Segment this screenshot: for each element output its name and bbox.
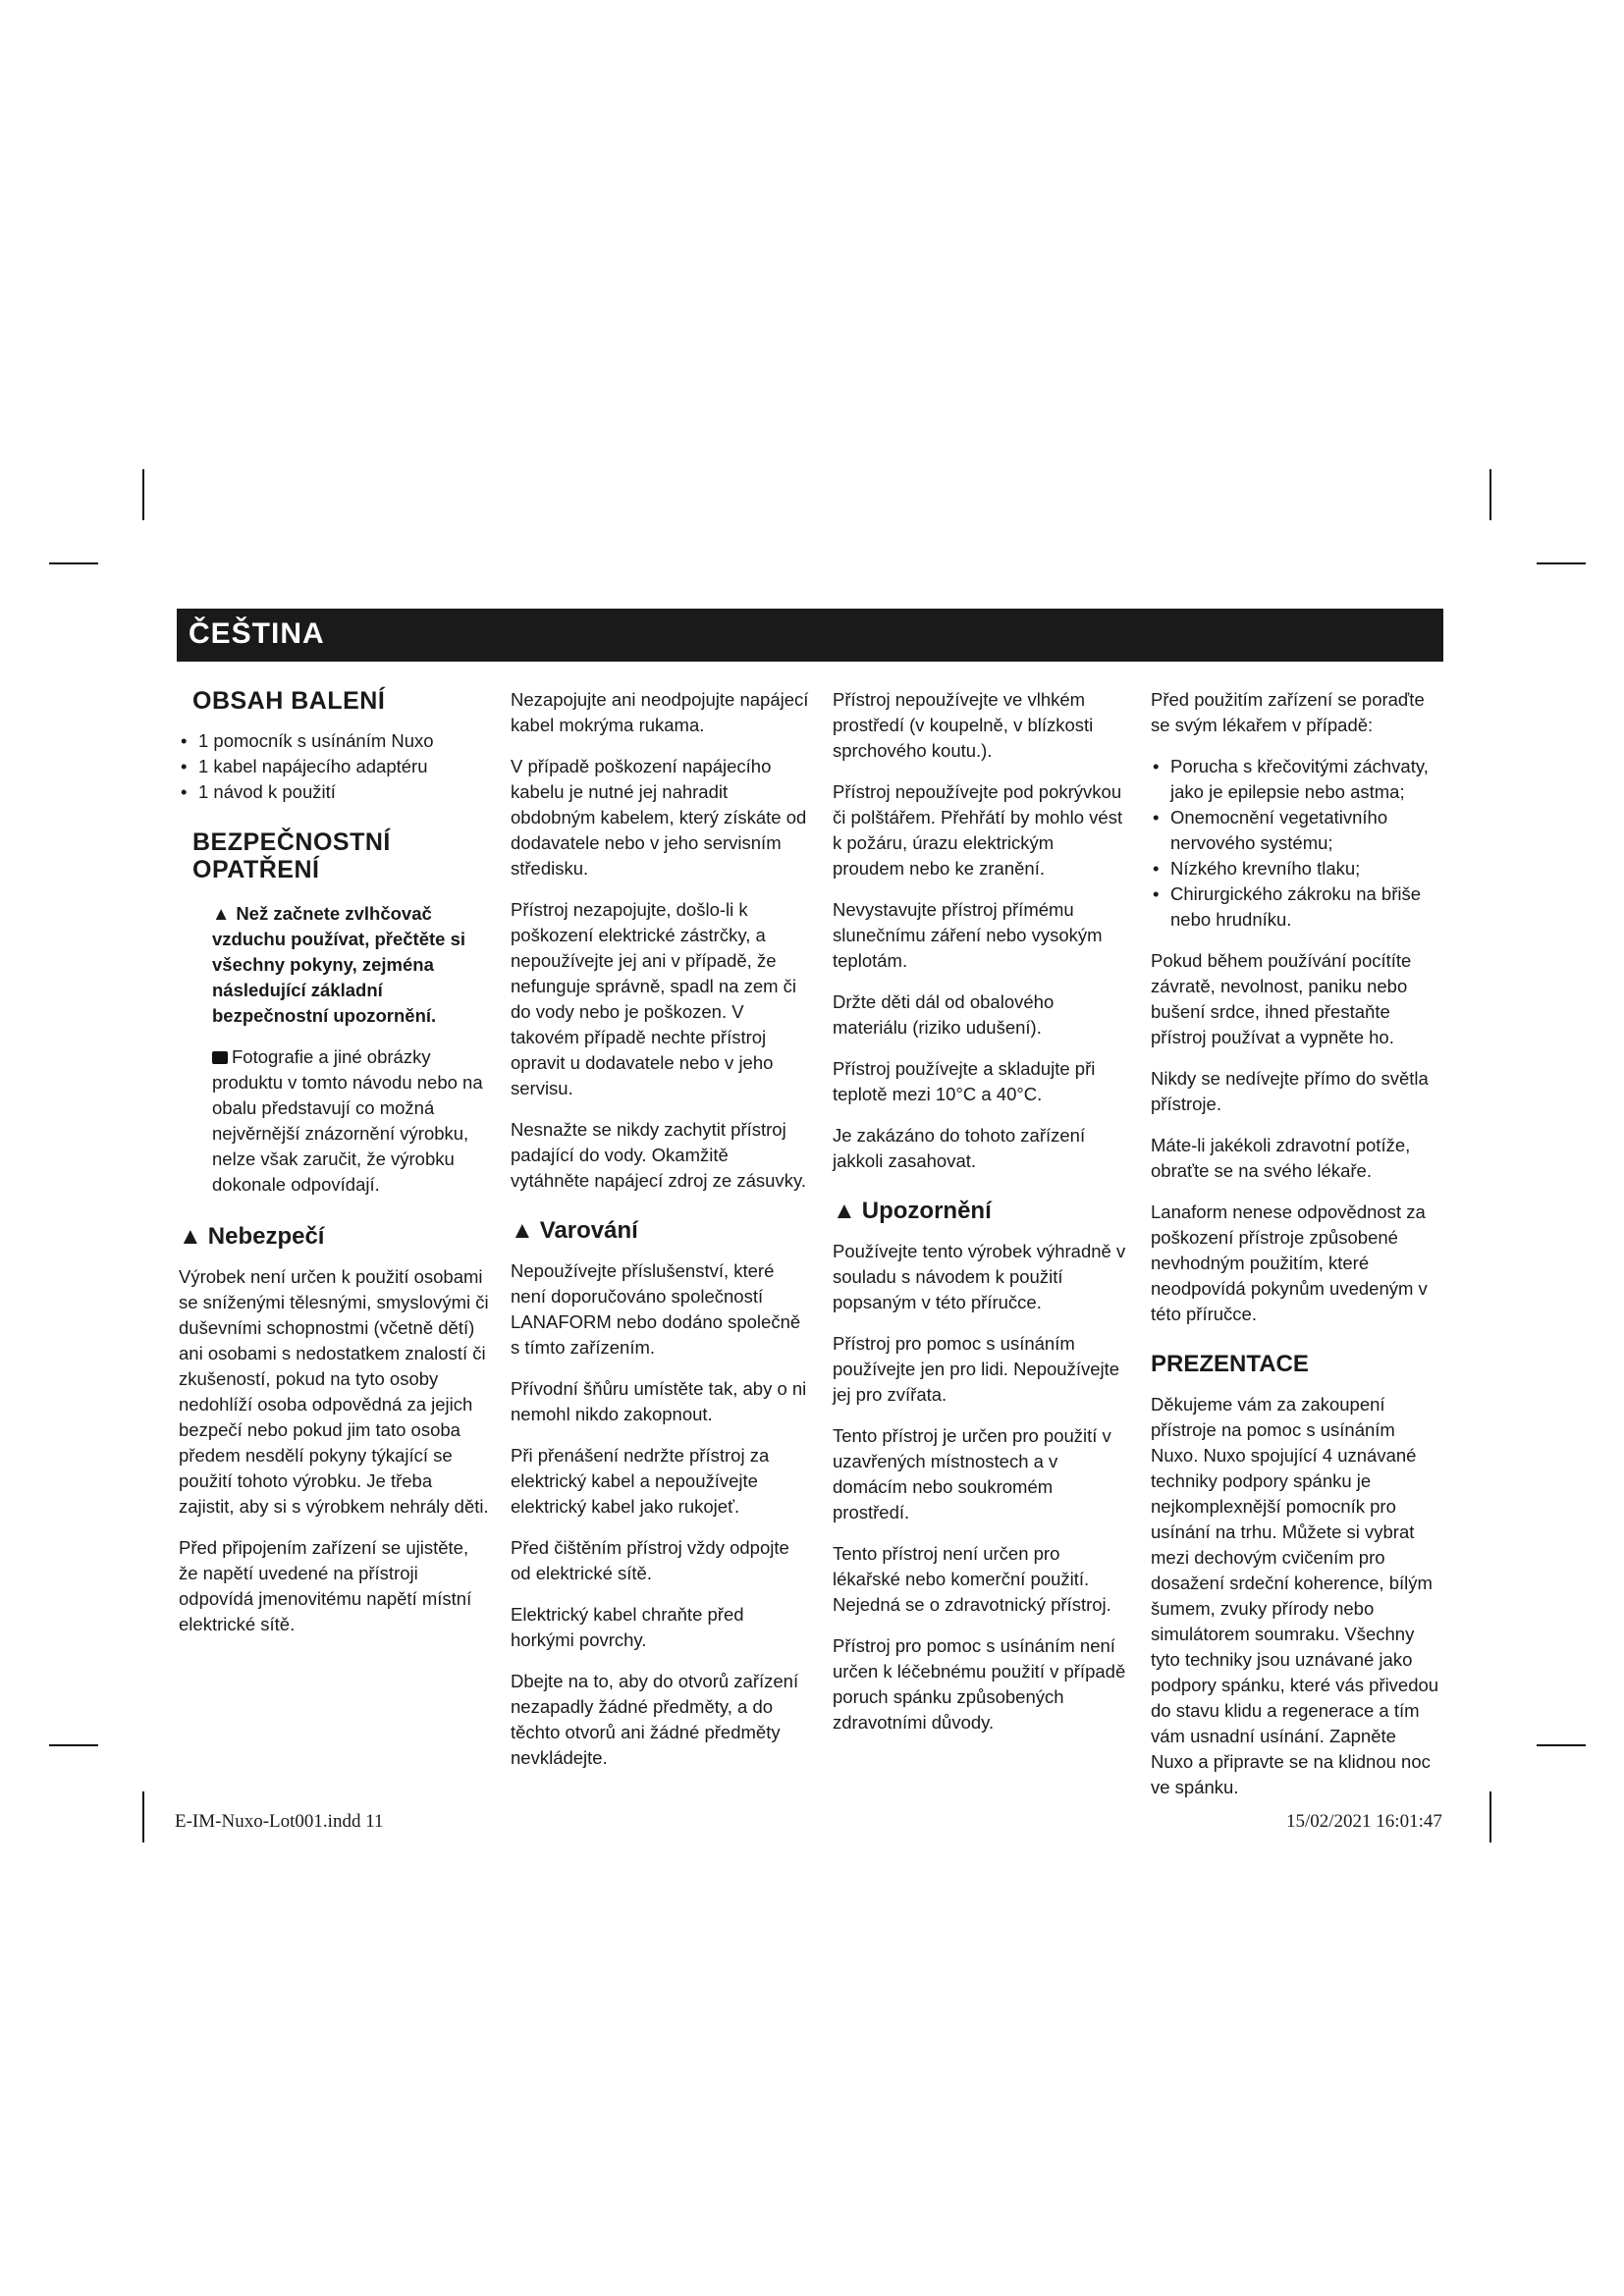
crop-mark: [142, 469, 144, 520]
paragraph: Lanaform nenese odpovědnost za poškození přístroje způsobené nevhodným použitím, které neodpovídá pokynům uvedeným v této příručce.: [1151, 1201, 1428, 1324]
safety-intro: ▲ Než začnete zvlhčovač vzduchu používat, přečtěte si všechny pokyny, zejména následující základní bezpečnostní upozornění.: [212, 903, 466, 1026]
warning-triangle-icon: ▲: [179, 1223, 202, 1250]
paragraph: Elektrický kabel chraňte před horkými povrchy.: [511, 1604, 744, 1650]
column-4: [1151, 687, 1443, 1816]
paragraph: Je zakázáno do tohoto zařízení jakkoli zasahovat.: [833, 1125, 1086, 1171]
paragraph: Nevystavujte přístroj přímému slunečnímu záření nebo vysokým teplotám.: [833, 899, 1103, 971]
list-item: • Porucha s křečovitými záchvaty, jako je epilepsie nebo astma;: [1151, 754, 1443, 805]
crop-mark: [142, 1791, 144, 1842]
crop-mark: [49, 1744, 98, 1746]
paragraph: Máte-li jakékoli zdravotní potíže, obraťte se na svého lékaře.: [1151, 1135, 1411, 1181]
paragraph: Nepoužívejte příslušenství, které není doporučováno společností LANAFORM nebo dodáno společně s tímto zařízením.: [511, 1260, 801, 1358]
paragraph: Před použitím zařízení se poraďte se svým lékařem v případě:: [1151, 689, 1425, 735]
paragraph: Nesnažte se nikdy zachytit přístroj padající do vody. Okamžitě vytáhněte napájecí zdroj ze zásuvky.: [511, 1119, 806, 1191]
paragraph: Přístroj nepoužívejte ve vlhkém prostředí (v koupelně, v blízkosti sprchového koutu.).: [833, 689, 1094, 761]
paragraph: Přístroj nepoužívejte pod pokrývkou či polštářem. Přehřátí by mohlo vést k požáru, úrazu elektrickým proudem nebo ke zranění.: [833, 781, 1123, 879]
language-banner: [177, 609, 1443, 662]
paragraph: Přívodní šňůru umístěte tak, aby o ni nemohl nikdo zakopnout.: [511, 1378, 807, 1424]
paragraph: Výrobek není určen k použití osobami se sníženými tělesnými, smyslovými či duševními schopnostmi (včetně dětí) ani osobami s nedostatkem znalostí či zkušeností, pokud na tyto osoby nedohlíží osoba odpovědná za jejich bezpečí nebo pokud jim tato osoba předem nesdělí pokyny týkající se použití tohoto výrobku. Je třeba zajistit, aby si s výrobkem nehrály děti.: [179, 1266, 489, 1517]
list-item: • 1 kabel napájecího adaptéru: [179, 754, 491, 779]
contents-list: [179, 728, 491, 805]
caution-heading: ▲ Upozornění: [833, 1198, 992, 1224]
warning-heading: ▲ Varování: [511, 1217, 638, 1244]
column-3: [833, 687, 1130, 1751]
paragraph: Přístroj pro pomoc s usínáním není určen k léčebnému použití v případě poruch spánku způsobených zdravotními důvody.: [833, 1635, 1126, 1733]
list-item: • Chirurgického zákroku na břiše nebo hrudníku.: [1151, 881, 1443, 933]
paragraph: Děkujeme vám za zakoupení přístroje na pomoc s usínáním Nuxo. Nuxo spojující 4 uznávané techniky podpory spánku je nejkomplexnější pomocník pro usínání na trhu. Můžete si vybrat mezi dechovým cvičením pro dosažení srdeční koherence, bílým šumem, zvuky přírody nebo simulátorem soumraku. Všechny tyto techniky jsou uznávané jako podpory spánku, které vás přivedou do stavu klidu a regenerace a tím vám usnadní usínání. Zapněte Nuxo a připravte se na klidnou noc ve spánku.: [1151, 1394, 1439, 1797]
contents-heading: OBSAH BALENÍ: [192, 687, 386, 715]
paragraph: Tento přístroj je určen pro použití v uzavřených místnostech a v domácím nebo soukromém prostředí.: [833, 1425, 1111, 1522]
paragraph: Při přenášení nedržte přístroj za elektrický kabel a nepoužívejte elektrický kabel jako rukojeť.: [511, 1445, 770, 1517]
warning-triangle-icon: ▲: [212, 903, 231, 924]
warning-triangle-icon: ▲: [833, 1198, 856, 1224]
footer-timestamp: 15/02/2021 16:01:47: [1286, 1811, 1442, 1832]
column-2: [511, 687, 810, 1787]
photo-note: Fotografie a jiné obrázky produktu v tomto návodu nebo na obalu představují co možná nejvěrnější znázornění výrobku, nelze však zaručit, že výrobku dokonale odpovídají.: [212, 1046, 483, 1195]
paragraph: Nezapojujte ani neodpojujte napájecí kabel mokrýma rukama.: [511, 689, 809, 735]
paragraph: Přístroj nezapojujte, došlo-li k poškození elektrické zástrčky, a nepoužívejte jej ani v případě, že nefunguje správně, spadl na zem či do vody nebo je poškozen. V takovém případě nechte přístroj opravit u dodavatele nebo v jeho servisu.: [511, 899, 797, 1098]
paragraph: Přístroj pro pomoc s usínáním používejte jen pro lidi. Nepoužívejte jej pro zvířata.: [833, 1333, 1120, 1405]
paragraph: Před připojením zařízení se ujistěte, že napětí uvedené na přístroji odpovídá jmenovitému napětí místní elektrické sítě.: [179, 1537, 472, 1634]
list-item: • Onemocnění vegetativního nervového systému;: [1151, 805, 1443, 856]
list-item: • Nízkého krevního tlaku;: [1151, 856, 1443, 881]
condition-list: [1151, 754, 1443, 933]
page-title: ČEŠTINA: [189, 617, 325, 650]
paragraph: Používejte tento výrobek výhradně v souladu s návodem k použití popsaným v této příručce.: [833, 1241, 1126, 1312]
paragraph: Držte děti dál od obalového materiálu (riziko udušení).: [833, 991, 1055, 1038]
crop-mark: [1489, 469, 1491, 520]
camera-icon: [212, 1051, 228, 1064]
paragraph: Nikdy se nedívejte přímo do světla přístroje.: [1151, 1068, 1429, 1114]
crop-mark: [1537, 1744, 1586, 1746]
list-item: • 1 pomocník s usínáním Nuxo: [179, 728, 491, 754]
crop-mark: [49, 562, 98, 564]
crop-mark: [1537, 562, 1586, 564]
crop-mark: [1489, 1791, 1491, 1842]
column-1: [179, 687, 491, 1653]
paragraph: Tento přístroj není určen pro lékařské nebo komerční použití. Nejedná se o zdravotnický přístroj.: [833, 1543, 1111, 1615]
presentation-heading: PREZENTACE: [1151, 1351, 1309, 1377]
paragraph: Přístroj používejte a skladujte při teplotě mezi 10°C a 40°C.: [833, 1058, 1096, 1104]
paragraph: V případě poškození napájecího kabelu je nutné jej nahradit obdobným kabelem, který získáte od dodavatele nebo v jeho servisním středisku.: [511, 756, 807, 879]
warning-triangle-icon: ▲: [511, 1217, 534, 1244]
paragraph: Pokud během používání pocítíte závratě, nevolnost, paniku nebo bušení srdce, ihned přestaňte přístroj používat a vypněte ho.: [1151, 950, 1412, 1047]
list-item: • 1 návod k použití: [179, 779, 491, 805]
danger-heading: ▲ Nebezpečí: [179, 1223, 325, 1250]
paragraph: Před čištěním přístroj vždy odpojte od elektrické sítě.: [511, 1537, 789, 1583]
footer-filename: E-IM-Nuxo-Lot001.indd 11: [175, 1811, 384, 1832]
paragraph: Dbejte na to, aby do otvorů zařízení nezapadly žádné předměty, a do těchto otvorů ani žádné předměty nevkládejte.: [511, 1671, 799, 1768]
safety-heading: BEZPEČNOSTNÍ OPATŘENÍ: [192, 828, 391, 883]
